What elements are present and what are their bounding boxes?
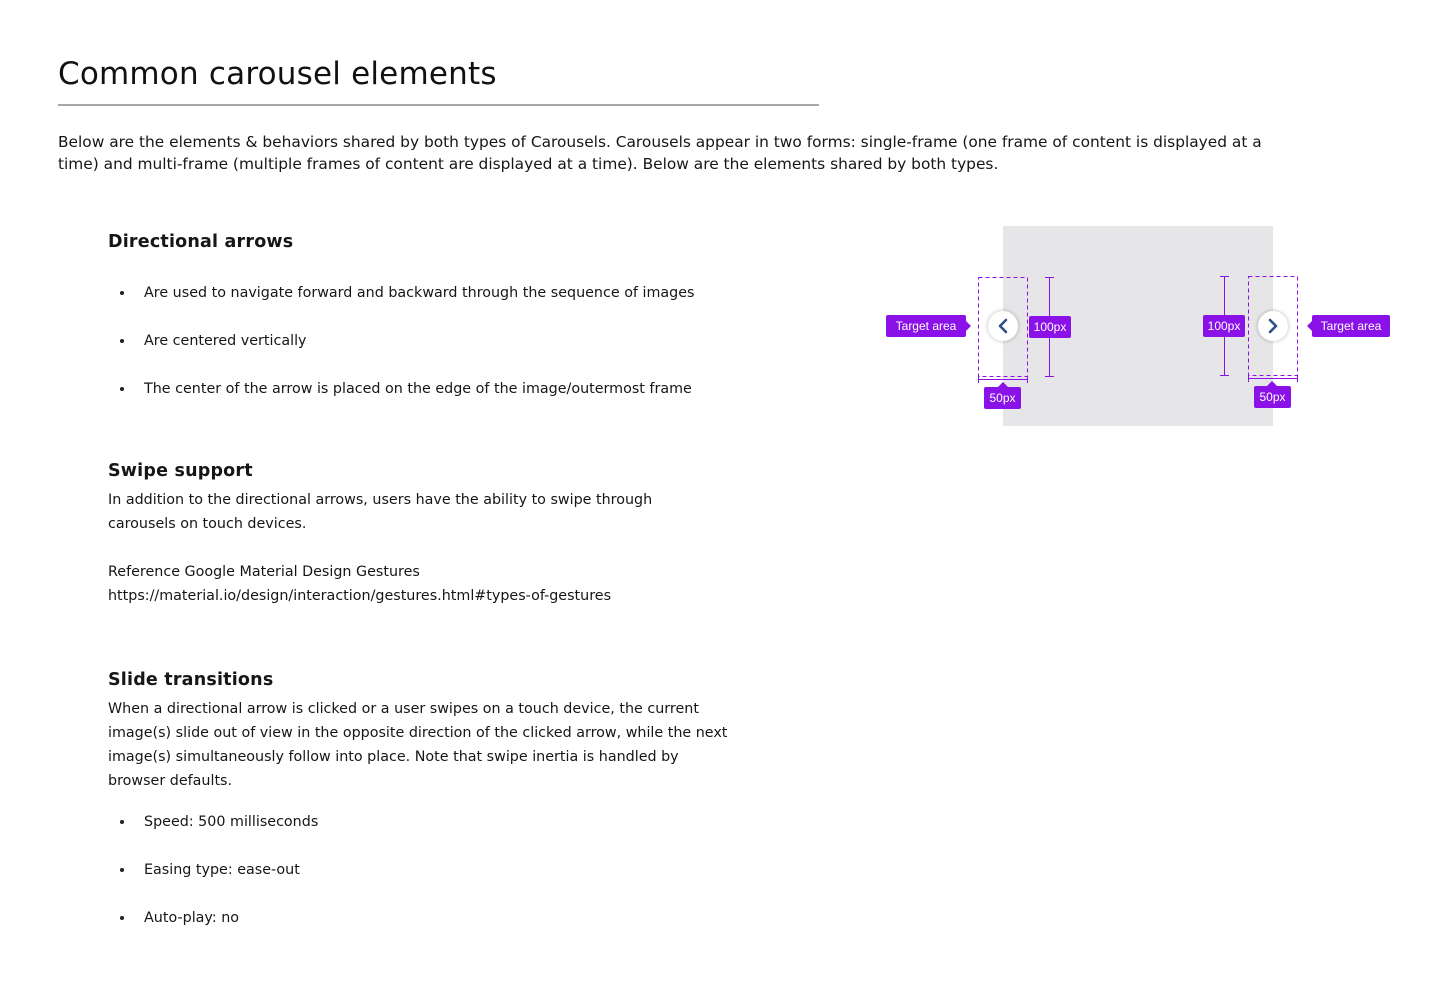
title-divider — [58, 104, 819, 106]
swipe-support-section — [108, 461, 748, 608]
list-item-text: Are used to navigate forward and backward through the sequence of images — [144, 285, 695, 301]
list-item-text: Easing type: ease-out — [144, 862, 300, 878]
list-item — [108, 283, 748, 331]
list-item — [108, 860, 748, 908]
carousel-target-area-diagram — [880, 220, 1400, 435]
target-area-label-left: Target area — [886, 315, 966, 337]
swipe-support-body: In addition to the directional arrows, users have the ability to swipe through carousels on touch devices. — [108, 492, 653, 532]
bullet-icon — [120, 387, 124, 391]
bullet-icon — [120, 916, 124, 920]
bullet-icon — [120, 820, 124, 824]
slide-transitions-body: When a directional arrow is clicked or a user swipes on a touch device, the current image(s) slide out of view in the opposite direction of the clicked arrow, while the next image(s) simultaneously follow into place. Note that swipe inertia is handled by browser defaults. — [108, 701, 728, 789]
list-item-text: Are centered vertically — [144, 333, 307, 349]
directional-arrows-section — [108, 232, 748, 427]
height-label-right: 100px — [1203, 315, 1245, 337]
height-label-left: 100px — [1029, 316, 1071, 338]
list-item-text: The center of the arrow is placed on the edge of the image/outermost frame — [144, 381, 692, 397]
next-arrow-button[interactable] — [1258, 311, 1288, 341]
list-item — [108, 379, 748, 427]
bullet-icon — [120, 339, 124, 343]
reference-label: Reference Google Material Design Gestures — [108, 564, 420, 580]
reference-url[interactable]: https://material.io/design/interaction/gestures.html#types-of-gestures — [108, 588, 612, 604]
width-label-left: 50px — [984, 387, 1021, 409]
prev-arrow-button[interactable] — [988, 311, 1018, 341]
swipe-support-heading: Swipe support — [108, 461, 253, 481]
bullet-icon — [120, 291, 124, 295]
page-title: Common carousel elements — [58, 56, 497, 92]
directional-arrows-list — [108, 283, 748, 427]
slide-transitions-section — [108, 670, 748, 956]
slide-transitions-heading: Slide transitions — [108, 670, 274, 690]
width-label-right: 50px — [1254, 386, 1291, 408]
list-item-text: Auto-play: no — [144, 910, 240, 926]
slide-transitions-list — [108, 812, 748, 956]
intro-paragraph: Below are the elements & behaviors shared by both types of Carousels. Carousels appear in two forms: single-frame (one frame of content is displayed at a time) and multi-frame (multiple frames of content are displayed at a time). Below are the elements shared by both types. — [58, 133, 1262, 173]
list-item-text: Speed: 500 milliseconds — [144, 814, 319, 830]
directional-arrows-heading: Directional arrows — [108, 232, 294, 252]
list-item — [108, 908, 748, 956]
list-item — [108, 812, 748, 860]
left-target-pointer — [966, 321, 971, 331]
chevron-left-icon — [988, 311, 1018, 341]
list-item — [108, 331, 748, 379]
bullet-icon — [120, 868, 124, 872]
chevron-right-icon — [1258, 311, 1288, 341]
target-area-label-right: Target area — [1312, 315, 1390, 337]
